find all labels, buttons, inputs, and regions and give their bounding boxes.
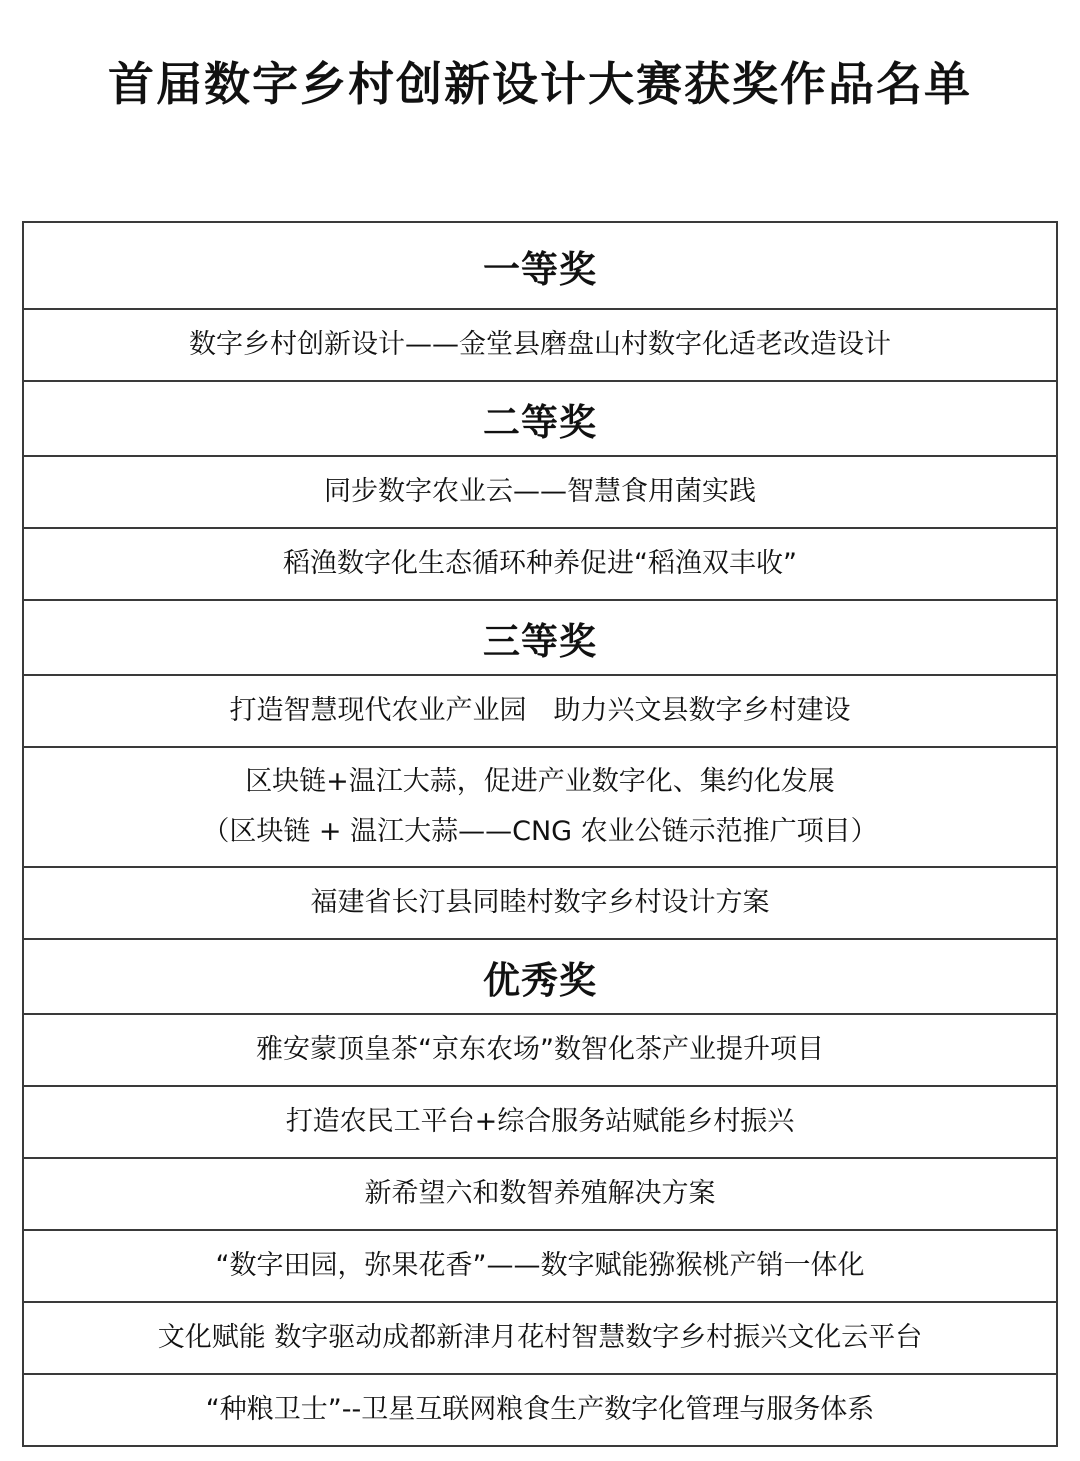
award-row [23, 528, 1057, 600]
award-row [23, 309, 1057, 381]
award-row [23, 1014, 1057, 1086]
award-list-table [22, 221, 1058, 1447]
award-entry: “种粮卫士”--卫星互联网粮食生产数字化管理与服务体系 [23, 1374, 1057, 1446]
award-entry: 打造智慧现代农业产业园 助力兴文县数字乡村建设 [23, 675, 1057, 747]
section-heading-row [23, 222, 1057, 309]
award-row [23, 1230, 1057, 1302]
section-heading-first-prize: 一等奖 [23, 222, 1057, 309]
section-heading-row [23, 600, 1057, 675]
award-row [23, 747, 1057, 867]
section-heading-row [23, 939, 1057, 1014]
award-row [23, 456, 1057, 528]
award-entry: 同步数字农业云——智慧食用菌实践 [23, 456, 1057, 528]
award-row [23, 867, 1057, 939]
section-heading-excellence-prize: 优秀奖 [23, 939, 1057, 1014]
award-entry: 数字乡村创新设计——金堂县磨盘山村数字化适老改造设计 [23, 309, 1057, 381]
award-entry: 雅安蒙顶皇茶“京东农场”数智化茶产业提升项目 [23, 1014, 1057, 1086]
section-heading-second-prize: 二等奖 [23, 381, 1057, 456]
award-row [23, 675, 1057, 747]
section-heading-row [23, 381, 1057, 456]
award-entry: 稻渔数字化生态循环种养促进“稻渔双丰收” [23, 528, 1057, 600]
section-heading-third-prize: 三等奖 [23, 600, 1057, 675]
award-row [23, 1302, 1057, 1374]
award-entry: 打造农民工平台+综合服务站赋能乡村振兴 [23, 1086, 1057, 1158]
award-entry [23, 747, 1057, 867]
page-title: 首届数字乡村创新设计大赛获奖作品名单 [108, 57, 972, 111]
award-row [23, 1086, 1057, 1158]
award-row [23, 1374, 1057, 1446]
award-entry-line-2: （区块链 + 温江大蒜——CNG 农业公链示范推广项目） [202, 816, 878, 847]
award-entry: 福建省长汀县同睦村数字乡村设计方案 [23, 867, 1057, 939]
award-entry: “数字田园，弥果花香”——数字赋能猕猴桃产销一体化 [23, 1230, 1057, 1302]
award-entry: 文化赋能 数字驱动成都新津月花村智慧数字乡村振兴文化云平台 [23, 1302, 1057, 1374]
award-row [23, 1158, 1057, 1230]
award-entry: 新希望六和数智养殖解决方案 [23, 1158, 1057, 1230]
award-entry-line-1: 区块链+温江大蒜，促进产业数字化、集约化发展 [245, 766, 835, 797]
